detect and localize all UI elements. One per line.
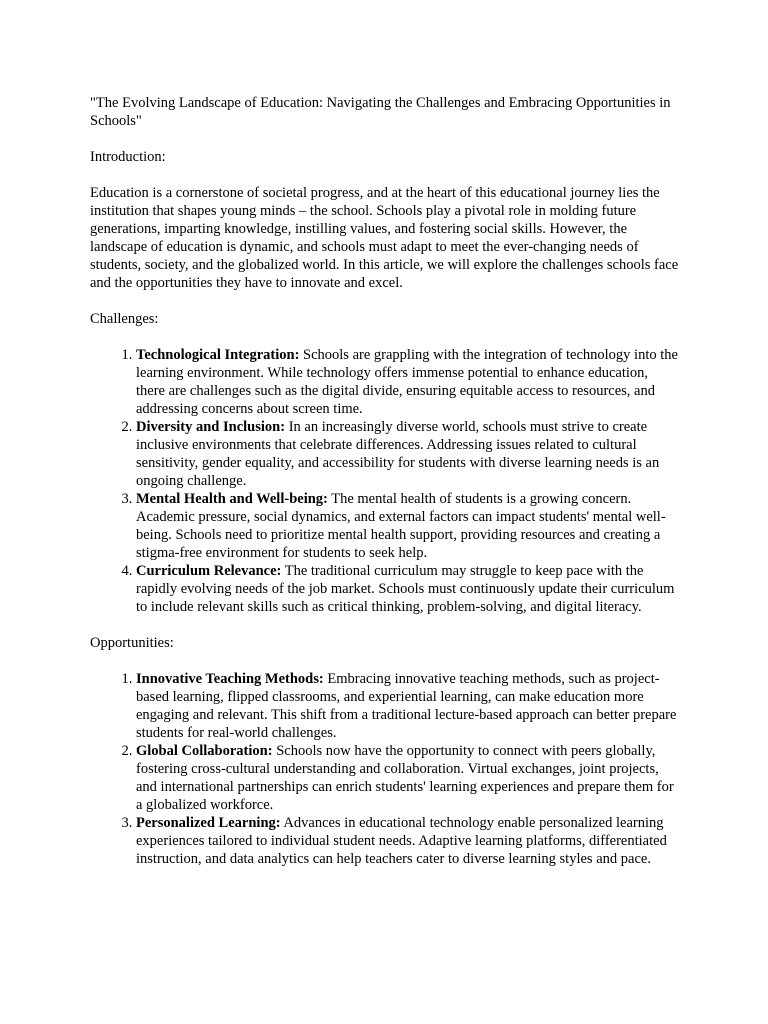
opportunity-term: Global Collaboration: [136, 743, 273, 759]
opportunity-text: Embracing innovative teaching methods, such as project-based learning, flipped classrooms, and experiential learning, can make education more engaging and relevant. This shift from a traditional lecture-based approach can better prepare students for real-world challenges. [136, 671, 677, 741]
document-title: "The Evolving Landscape of Education: Navigating the Challenges and Embracing Opportunities in Schools" [90, 95, 671, 129]
opportunity-item [136, 742, 680, 814]
challenge-text: The traditional curriculum may struggle to keep pace with the rapidly evolving needs of the job market. Schools must continuously update their curriculum to include relevant skills such as critical thinking, problem-solving, and digital literacy. [136, 563, 675, 615]
opportunity-term: Personalized Learning: [136, 815, 281, 831]
challenge-term: Technological Integration: [136, 347, 300, 363]
challenge-item [136, 418, 680, 490]
challenge-text: In an increasingly diverse world, schools must strive to create inclusive environments that celebrate differences. Addressing issues related to cultural sensitivity, gender equality, and accessibility for students with diverse learning needs is an ongoing challenge. [136, 419, 660, 489]
opportunity-item [136, 670, 680, 742]
challenge-item [136, 562, 680, 616]
opportunity-term: Innovative Teaching Methods: [136, 671, 324, 687]
intro-paragraph: Education is a cornerstone of societal progress, and at the heart of this educational journey lies the institution that shapes young minds – the school. Schools play a pivotal role in molding future generations, imparting knowledge, instilling values, and fostering social skills. However, the landscape of education is dynamic, and schools must adapt to meet the ever-changing needs of students, society, and the globalized world. In this article, we will explore the challenges schools face and the opportunities they have to innovate and excel. [90, 185, 679, 291]
challenge-term: Mental Health and Well-being: [136, 491, 328, 507]
opportunities-list [90, 670, 680, 868]
opportunity-text: Advances in educational technology enable personalized learning experiences tailored to individual student needs. Adaptive learning platforms, differentiated instruction, and data analytics can help teachers cater to diverse learning styles and pace. [136, 815, 667, 867]
opportunities-heading: Opportunities: [90, 635, 174, 651]
challenges-list [90, 346, 680, 616]
challenge-text: Schools are grappling with the integration of technology into the learning environment. While technology offers immense potential to enhance education, there are challenges such as the digital divide, ensuring equitable access to resources, and addressing concerns about screen time. [136, 347, 678, 417]
challenge-term: Diversity and Inclusion: [136, 419, 286, 435]
challenge-text: The mental health of students is a growing concern. Academic pressure, social dynamics, and external factors can impact students' mental well-being. Schools need to prioritize mental health support, providing resources and creating a stigma-free environment for students to seek help. [136, 491, 666, 561]
intro-heading: Introduction: [90, 149, 166, 165]
opportunity-text: Schools now have the opportunity to connect with peers globally, fostering cross-cultural understanding and collaboration. Virtual exchanges, joint projects, and international partnerships can enrich students' learning experiences and prepare them for a globalized workforce. [136, 743, 674, 813]
challenges-heading: Challenges: [90, 311, 159, 327]
opportunity-item [136, 814, 680, 868]
challenge-item [136, 490, 680, 562]
challenge-item [136, 346, 680, 418]
challenge-term: Curriculum Relevance: [136, 563, 282, 579]
